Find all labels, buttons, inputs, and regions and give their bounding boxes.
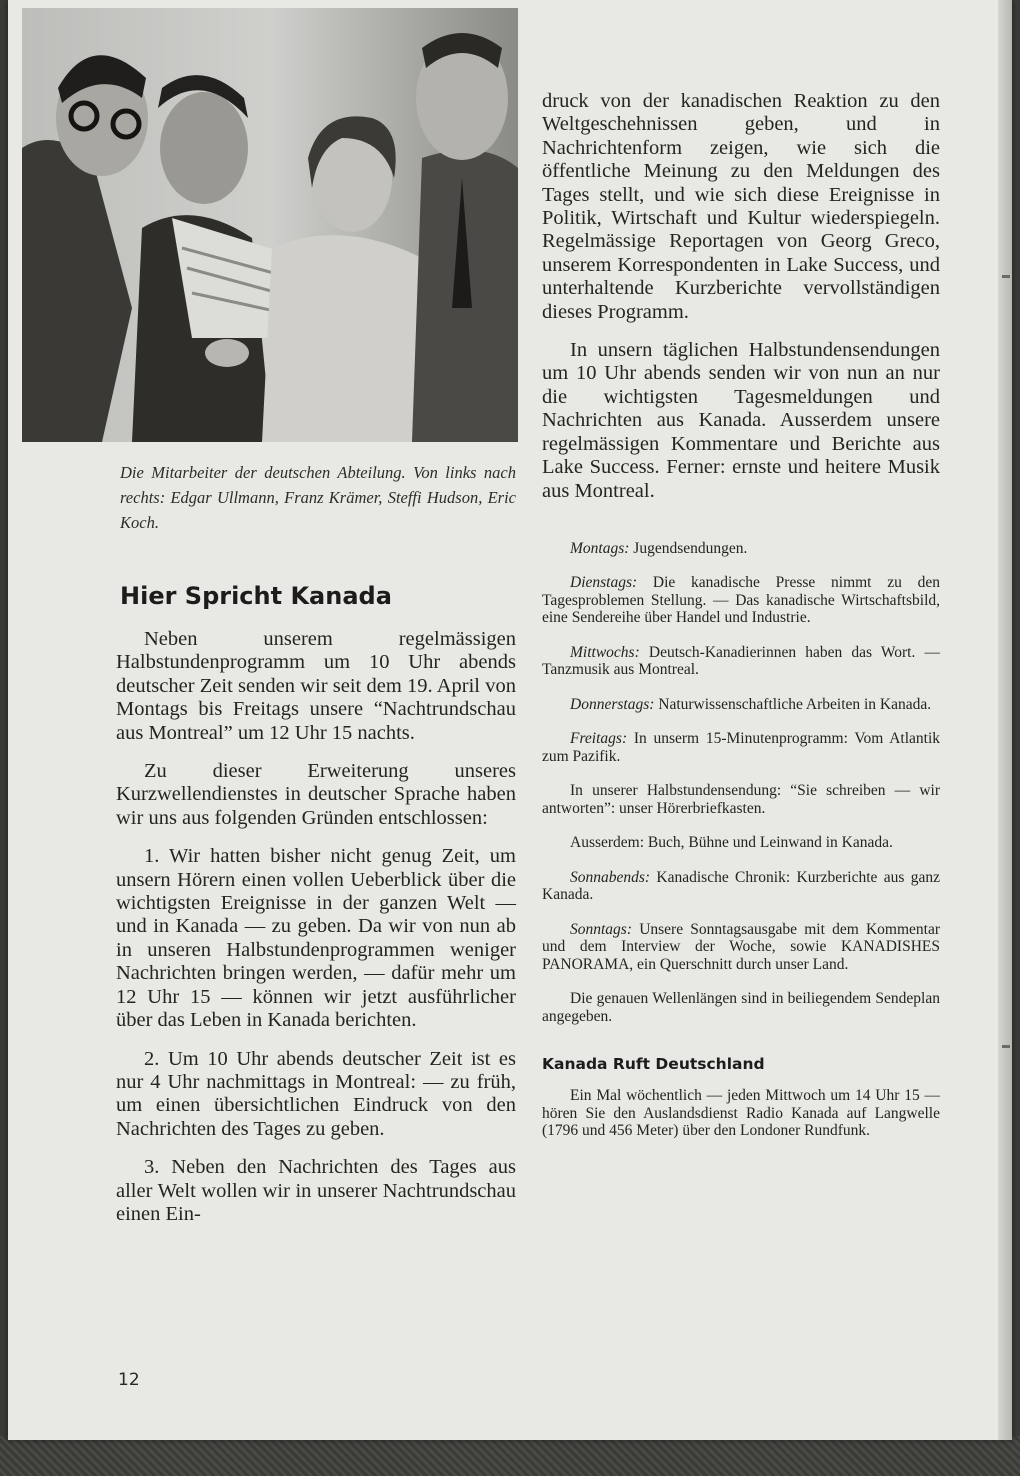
- schedule-day: Dienstags:: [570, 574, 638, 592]
- page-binding: [998, 0, 1012, 1440]
- magazine-page: [8, 0, 1012, 1440]
- paragraph: 1. Wir hatten bisher nicht genug Zeit, um unsern Hörern einen vollen Ueberblick über die wichtigsten Ereignisse in der ganzen Welt — und in Kanada — zu geben. Da wir von nun ab in unseren Halbstundenprogrammen weniger Nachrichten bringen werden, — dafür mehr um 12 Uhr 15 — können wir jetzt ausführlicher über das Leben in Kanada berichten.: [116, 845, 516, 1032]
- paragraph: druck von der kanadischen Reaktion zu den Weltgeschehnissen geben, und in Nachrichtenform zeigen, wie sich die öffentliche Meinung zu den Meldungen des Tages stellt, und wie sich diese Ereignisse in Politik, Wirtschaft und Kultur wiederspiegeln. Regelmässige Reportagen von Georg Greco, unserem Korrespondenten in Lake Success, und unterhaltende Kurzberichte vervollständigen dieses Programm.: [542, 90, 940, 323]
- paragraph: Neben unserem regelmässigen Halbstundenprogramm um 10 Uhr abends deutscher Zeit senden wir seit dem 19. April von Montags bis Freitags unsere “Nachtrundschau aus Montreal” um 12 Uhr 15 nachts.: [116, 628, 516, 744]
- schedule-text: Die genauen Wellenlängen sind in beiliegendem Sendeplan angegeben.: [542, 990, 940, 1025]
- paragraph: Zu dieser Erweiterung unseres Kurzwellendienstes in deutscher Sprache haben wir uns aus folgenden Gründen entschlossen:: [116, 760, 516, 829]
- schedule-item: [542, 574, 940, 627]
- schedule-text: Deutsch-Kanadierinnen haben das Wort. — Tanzmusik aus Montreal.: [542, 643, 940, 679]
- group-photo: [22, 8, 518, 442]
- schedule-item: [542, 921, 940, 974]
- binding-staple: [1002, 1045, 1010, 1048]
- schedule-item: [542, 696, 940, 714]
- schedule-item: [542, 834, 940, 852]
- schedule-item: [542, 540, 940, 558]
- schedule-day: Montags:: [570, 539, 630, 557]
- schedule-item: [542, 730, 940, 765]
- background-carpet: [0, 1436, 1020, 1476]
- schedule-item: [542, 782, 940, 817]
- schedule-text: In unserer Halbstundensendung: “Sie schreiben — wir antworten”: unser Hörerbriefkasten.: [542, 782, 940, 817]
- group-photo-illustration: [22, 8, 518, 442]
- schedule-item: [542, 990, 940, 1025]
- page-number: 12: [118, 1370, 140, 1390]
- schedule-day: Freitags:: [570, 730, 628, 748]
- schedule-text: Jugendsendungen.: [629, 539, 748, 557]
- schedule-day: Sonntags:: [570, 920, 632, 938]
- schedule-text: Kanadische Chronik: Kurzberichte aus ganz Kanada.: [542, 868, 940, 904]
- schedule-list: [542, 540, 940, 1026]
- sub-section-text: Ein Mal wöchentlich — jeden Mittwoch um 14 Uhr 15 — hören Sie den Auslandsdienst Radio Kanada auf Langwelle (1796 und 456 Meter) über den Londoner Rundfunk.: [542, 1087, 940, 1140]
- paragraph: 2. Um 10 Uhr abends deutscher Zeit ist es nur 4 Uhr nachmittags in Montreal: — zu früh, um einen übersichtlichen Eindruck von den Nachrichten des Tages zu geben.: [116, 1047, 516, 1140]
- schedule-day: Sonnabends:: [570, 868, 651, 886]
- schedule-item: [542, 869, 940, 904]
- left-column: [116, 628, 516, 1241]
- schedule-day: Donnerstags:: [570, 695, 655, 713]
- schedule-text: Die kanadische Presse nimmt zu den Tagesproblemen Stellung. — Das kanadische Wirtschaftsbild, eine Sendereihe über Handel und Industrie.: [542, 574, 940, 627]
- photo-caption: Die Mitarbeiter der deutschen Abteilung. Von links nach rechts: Edgar Ullmann, Franz Krämer, Steffi Hudson, Eric Koch.: [120, 463, 516, 532]
- paragraph: 3. Neben den Nachrichten des Tages aus aller Welt wollen wir in unserer Nachtrundschau einen Ein-: [116, 1156, 516, 1225]
- schedule-text: Ausserdem: Buch, Bühne und Leinwand in Kanada.: [570, 834, 893, 852]
- schedule-item: [542, 644, 940, 679]
- schedule-text: In unserm 15-Minutenprogramm: Vom Atlantik zum Pazifik.: [542, 730, 940, 765]
- sub-heading: Kanada Ruft Deutschland: [542, 1055, 765, 1074]
- article-heading: Hier Spricht Kanada: [120, 582, 392, 610]
- schedule-text: Naturwissenschaftliche Arbeiten in Kanada.: [654, 695, 932, 713]
- schedule-text: Unsere Sonntagsausgabe mit dem Kommentar und dem Interview der Woche, sowie KANADISHES PANORAMA, ein Querschnitt durch unser Land.: [542, 920, 940, 973]
- schedule-day: Mittwochs:: [570, 643, 640, 661]
- right-column: [542, 90, 940, 1157]
- paragraph: In unsern täglichen Halbstundensendungen um 10 Uhr abends senden wir von nun an nur die wichtigsten Tagesmeldungen und Nachrichten aus Kanada. Ausserdem unsere regelmässigen Kommentare und Berichte aus Lake Success. Ferner: ernste und heitere Musik aus Montreal.: [542, 339, 940, 502]
- binding-staple: [1002, 275, 1010, 278]
